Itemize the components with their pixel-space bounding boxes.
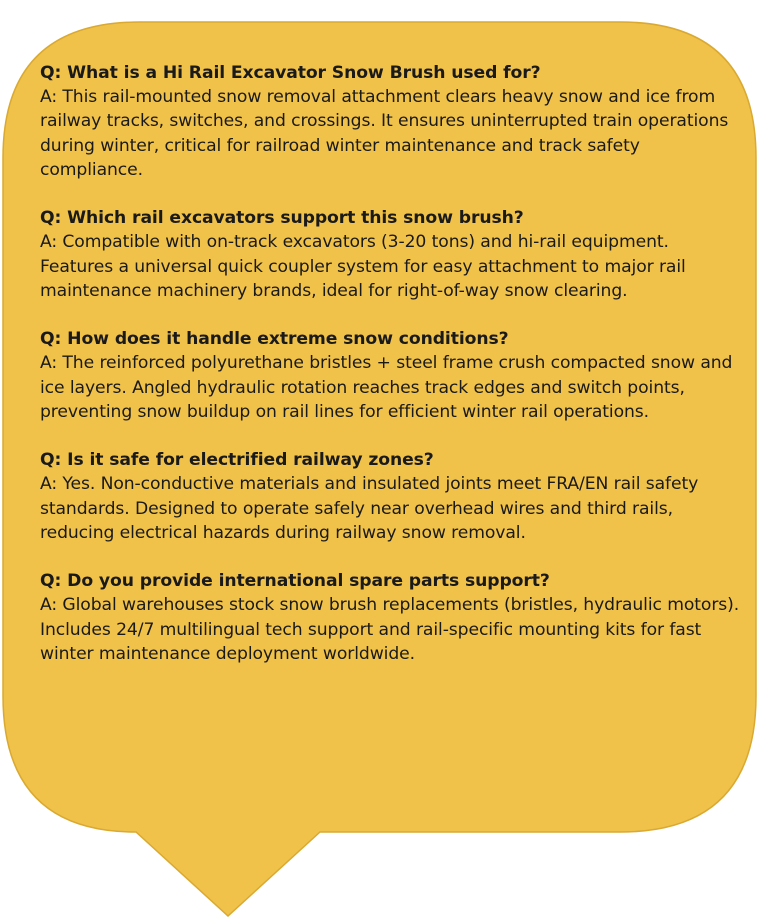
faq-item (40, 206, 740, 303)
faq-answer: A: This rail-mounted snow removal attachment clears heavy snow and ice from railway tracks, switches, and crossings. It ensures uninterrupted train operations during winter, critical for railroad winter maintenance and track safety compliance. (40, 87, 729, 180)
faq-answer: A: Yes. Non-conductive materials and insulated joints meet FRA/EN rail safety standards. Designed to operate safely near overhead wires and third rails, reducing electrical hazards during railway snow removal. (40, 474, 699, 543)
faq-item (40, 327, 740, 424)
faq-question: Q: Do you provide international spare parts support? (40, 571, 550, 592)
faq-answer: A: Global warehouses stock snow brush replacements (bristles, hydraulic motors). Includes 24/7 multilingual tech support and rail-specific mounting kits for fast winter maintenance deployment worldwide. (40, 595, 740, 664)
faq-question: Q: Is it safe for electrified railway zones? (40, 450, 434, 471)
faq-list (40, 61, 740, 690)
faq-question: Q: How does it handle extreme snow conditions? (40, 329, 509, 350)
faq-answer: A: Compatible with on-track excavators (3-20 tons) and hi-rail equipment. Features a universal quick coupler system for easy attachment to major rail maintenance machinery brands, ideal for right-of-way snow clearing. (40, 232, 686, 301)
faq-question: Q: What is a Hi Rail Excavator Snow Brush used for? (40, 63, 541, 83)
faq-item (40, 61, 740, 182)
faq-item (40, 448, 740, 545)
faq-question: Q: Which rail excavators support this snow brush? (40, 208, 524, 229)
faq-answer: A: The reinforced polyurethane bristles + steel frame crush compacted snow and ice layers. Angled hydraulic rotation reaches track edges and switch points, preventing snow buildup on rail lines for efficient winter rail operations. (40, 353, 733, 422)
faq-item (40, 569, 740, 666)
